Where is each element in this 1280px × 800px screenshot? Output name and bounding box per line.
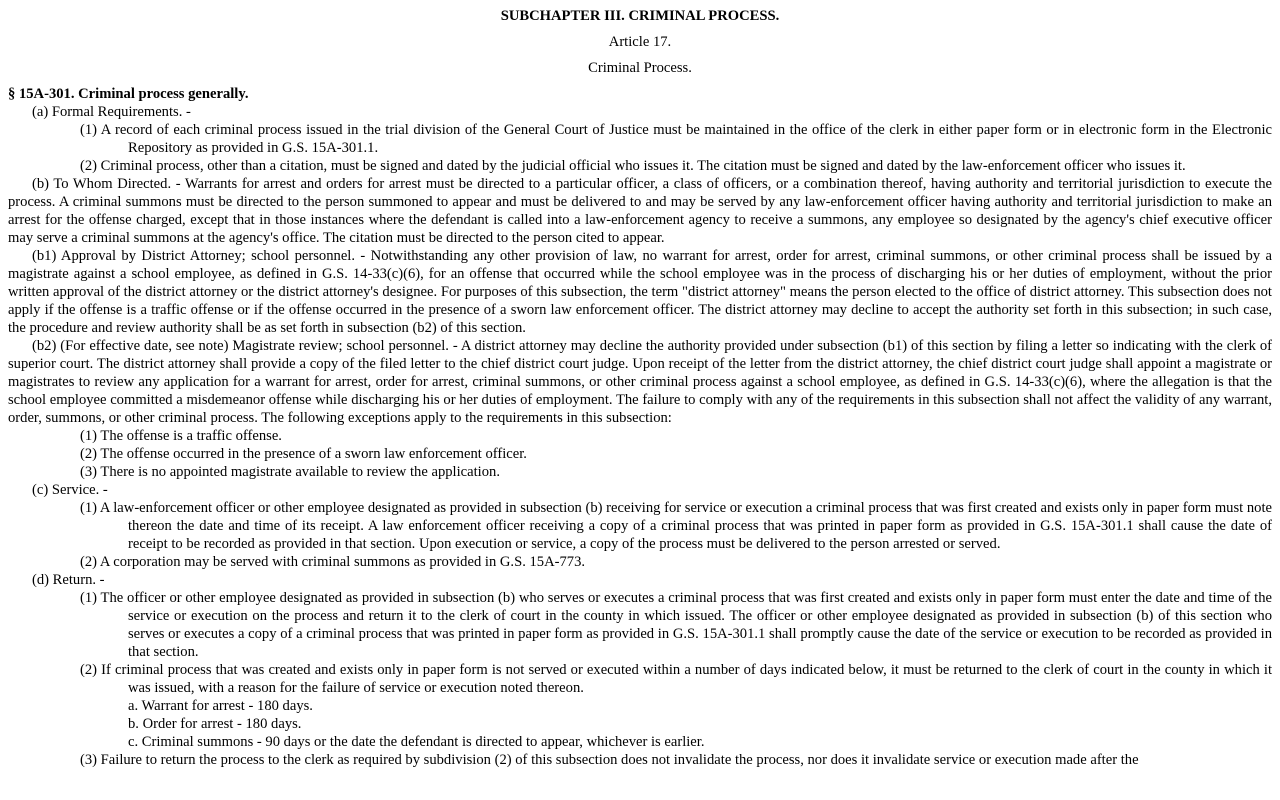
statute-paragraph: (2) The offense occurred in the presence of a sworn law enforcement officer. xyxy=(80,446,527,462)
section-body xyxy=(8,103,1272,769)
article-heading: Article 17. xyxy=(608,34,672,50)
statute-paragraph: a. Warrant for arrest - 180 days. xyxy=(128,698,313,714)
statute-paragraph: (3) There is no appointed magistrate available to review the application. xyxy=(80,464,500,480)
statute-paragraph: (1) A record of each criminal process issued in the trial division of the General Court of Justice must be maintained in the office of the clerk in either paper form or in electronic form in the Electronic Repository as provided in G.S. 15A-301.1. xyxy=(80,122,1272,156)
statute-paragraph: b. Order for arrest - 180 days. xyxy=(128,716,302,732)
section-heading: § 15A-301. Criminal process generally. xyxy=(8,86,249,102)
statute-paragraph: (a) Formal Requirements. - xyxy=(32,104,191,120)
statute-paragraph: (1) A law-enforcement officer or other employee designated as provided in subsection (b) receiving for service or execution a criminal process that was first created and exists only in paper form must note thereon the date and time of its receipt. A law enforcement officer receiving a copy of a criminal process that was printed in paper form as provided in G.S. 15A-301.1 shall cause the date of receipt to be recorded as provided in that section. Upon execution or service, a copy of the process must be delivered to the person arrested or served. xyxy=(80,500,1272,552)
statute-page xyxy=(8,7,1272,769)
statute-paragraph: (2) Criminal process, other than a citation, must be signed and dated by the judicial official who issues it. The citation must be signed and dated by the law-enforcement officer who issues it. xyxy=(80,158,1186,174)
statute-paragraph: (b1) Approval by District Attorney; school personnel. - Notwithstanding any other provision of law, no warrant for arrest, order for arrest, criminal summons, or other criminal process shall be issued by a magistrate against a school employee, as defined in G.S. 14-33(c)(6), for an offense that occurred while the school employee was in the process of discharging his or her duties of employment, without the prior written approval of the district attorney or the district attorney's designee. For purposes of this subsection, the term "district attorney" means the person elected to the office of district attorney. This subsection does not apply if the offense is a traffic offense or if the offense occurred in the presence of a sworn law enforcement officer. The district attorney may decline to accept the authority set forth in this subsection; in such case, the procedure and review authority shall be as set forth in subsection (b2) of this section. xyxy=(8,248,1272,336)
statute-paragraph: (1) The officer or other employee designated as provided in subsection (b) who serves or executes a criminal process that was first created and exists only in paper form must enter the date and time of the service or execution on the process and return it to the clerk of court in the county in which issued. The officer or other employee designated as provided in subsection (b) of this section who serves or executes a copy of a criminal process that was printed in paper form as provided in G.S. 15A-301.1 shall promptly cause the date of the service or execution to be recorded as provided in that section. xyxy=(80,590,1272,660)
statute-paragraph: (1) The offense is a traffic offense. xyxy=(80,428,282,444)
statute-paragraph: (d) Return. - xyxy=(32,572,105,588)
statute-paragraph: (b) To Whom Directed. - Warrants for arrest and orders for arrest must be directed to a particular officer, a class of officers, or a combination thereof, having authority and territorial jurisdiction to execute the process. A criminal summons must be directed to the person summoned to appear and must be delivered to and may be served by any law-enforcement officer having authority and territorial jurisdiction to make an arrest for the offense charged, except that in those instances where the defendant is called into a law-enforcement agency to receive a summons, any employee so designated by the agency's chief executive officer may serve a criminal summons at the agency's office. The citation must be directed to the person cited to appear. xyxy=(8,176,1272,246)
statute-paragraph: c. Criminal summons - 90 days or the date the defendant is directed to appear, whichever is earlier. xyxy=(128,734,705,750)
statute-paragraph: (c) Service. - xyxy=(32,482,108,498)
statute-paragraph: (2) If criminal process that was created and exists only in paper form is not served or executed within a number of days indicated below, it must be returned to the clerk of court in the county in which it was issued, with a reason for the failure of service or execution noted thereon. xyxy=(80,662,1272,696)
article-title: Criminal Process. xyxy=(588,60,692,76)
statute-paragraph: (3) Failure to return the process to the clerk as required by subdivision (2) of this subsection does not invalidate the process, nor does it invalidate service or execution made after the xyxy=(80,752,1139,768)
statute-paragraph: (b2) (For effective date, see note) Magistrate review; school personnel. - A district attorney may decline the authority provided under subsection (b1) of this section by filing a letter so indicating with the clerk of superior court. The district attorney shall provide a copy of the filed letter to the chief district court judge. Upon receipt of the letter from the district attorney, the chief district court judge shall appoint a magistrate or magistrates to review any application for a warrant for arrest, order for arrest, criminal summons, or other criminal process against a school employee, as defined in G.S. 14-33(c)(6), where the allegation is that the school employee committed a misdemeanor offense while discharging his or her duties of employment. The failure to comply with any of the requirements in this subsection shall not affect the validity of any warrant, order, summons, or other criminal process. The following exceptions apply to the requirements in this subsection: xyxy=(8,338,1272,426)
subchapter-heading: SUBCHAPTER III. CRIMINAL PROCESS. xyxy=(500,8,780,24)
statute-paragraph: (2) A corporation may be served with criminal summons as provided in G.S. 15A-773. xyxy=(80,554,586,570)
